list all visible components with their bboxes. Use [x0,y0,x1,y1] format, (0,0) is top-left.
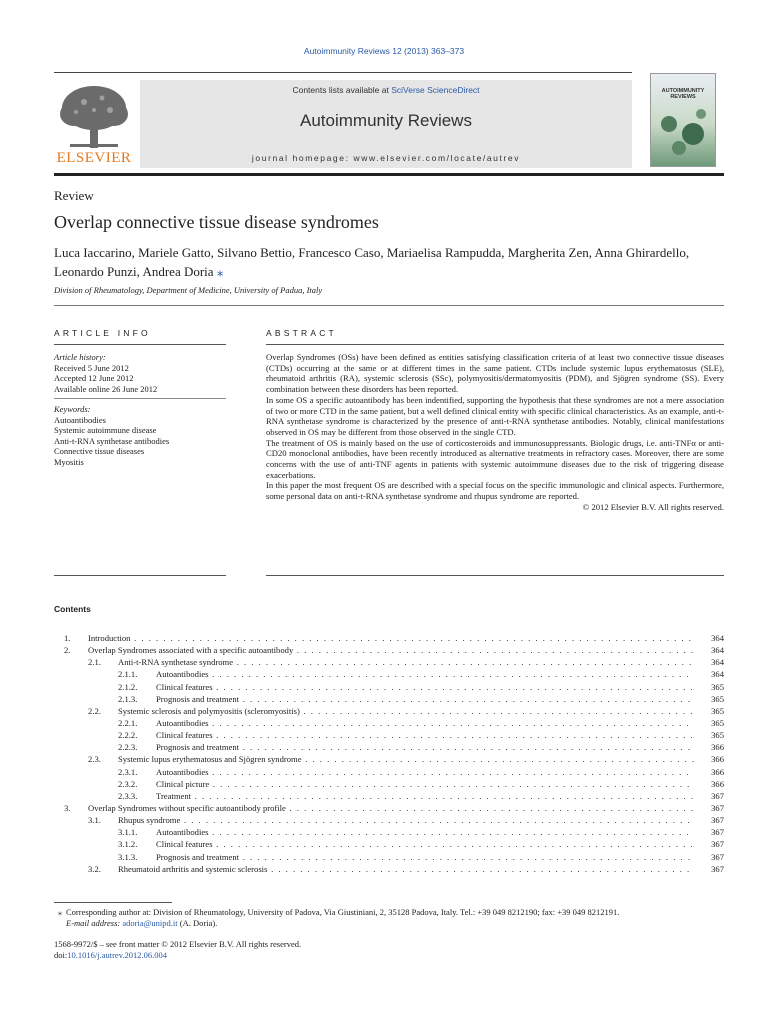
toc-entry[interactable] [54,644,724,656]
journal-masthead [140,80,632,168]
header-top-rule [54,72,632,73]
toc-title: Autoantibodies . . . [156,717,694,729]
abstract-paragraph: In some OS a specific autoantibody has been indentified, supporting the hypothesis that these syndromes are not a mere association of two or more CTD in the same patient, but a well defined clinical entity with specific clinical characteristics. As an example, anti-t-RNA synthetase syndrome is characterized by the presence of anti-t-RNA synthetase antibodies. Notably, clinical manifestations observed in OS may be different from those observed in the single CTD. [266,394,724,437]
toc-page: 365 [711,681,724,692]
toc-entry[interactable] [54,681,724,693]
corresponding-author-mark[interactable]: ⁎ [216,264,224,279]
toc-title: Rhupus syndrome . . . [118,814,694,826]
toc-num: 2.1.2. [118,681,138,692]
cover-artwork [651,74,715,166]
toc-page: 364 [711,645,724,656]
toc-entry[interactable] [54,766,724,778]
toc-title: Prognosis and treatment . . . [156,851,694,863]
toc-page: 367 [711,863,724,874]
toc-page: 365 [711,717,724,728]
toc-title: Autoantibodies . . . [156,826,694,838]
toc-page: 367 [711,851,724,862]
toc-title: Systemic sclerosis and polymyositis (scleromyositis) . . . [118,705,694,717]
toc-num: 2.3. [88,754,101,765]
toc-entry[interactable] [54,802,724,814]
toc-page: 366 [711,778,724,789]
journal-cover-thumbnail [650,73,716,167]
toc-entry[interactable] [54,778,724,790]
toc-num: 2.3.3. [118,790,138,801]
toc-entry[interactable] [54,632,724,644]
abstract-paragraph: Overlap Syndromes (OSs) have been defined as entities satisfying classification criteria of at least two connective tissue diseases (CTDs) occurring at the same or at different times in the same patient. CTDs include systemic lupus erythematosus (SLE), rheumatoid arthritis (RA), systemic sclerosis (SSc), polymyositis/dermatomyositis (PDM), and Sjögren syndrome (SS). Every combination between these disorders has been reported. [266,352,724,395]
title-block-rule [54,305,724,306]
author-list: Luca Iaccarino, Mariele Gatto, Silvano Bettio, Francesco Caso, Mariaelisa Rampudda, Margherita Zen, Anna Ghirardello, Leonardo Punzi, Andrea Doria ⁎ [54,245,690,279]
toc-entry[interactable] [54,838,724,850]
contents-heading: Contents [54,604,91,614]
toc-entry[interactable] [54,729,724,741]
toc-page: 364 [711,657,724,668]
keyword: Systemic autoimmune disease [54,425,157,435]
toc-title: Overlap Syndromes without specific autoantibody profile . . . [88,802,694,814]
cover-title: AUTOIMMUNITY REVIEWS [661,88,705,100]
abstract-rule [266,344,724,345]
toc-title: Overlap Syndromes associated with a specific autoantibody . . . [88,644,694,656]
footnote-rule [54,902,172,903]
doi-prefix: doi: [54,950,68,960]
footnote-text: Corresponding author at: Division of Rheumatology, University of Padova, Via Giustiniani, 2, 35128 Padova, Italy. Tel.: +39 049 8212190; fax: +39 049 8212191. [66,907,620,917]
toc-title: Autoantibodies . . . [156,766,694,778]
toc-page: 367 [711,815,724,826]
doi-link[interactable]: 10.1016/j.autrev.2012.06.004 [67,950,168,960]
toc-entry[interactable] [54,656,724,668]
toc-title: Rheumatoid arthritis and systemic sclerosis . . . [118,863,694,875]
keyword: Anti-t-RNA synthetase antibodies [54,435,170,446]
toc-entry[interactable] [54,863,724,875]
toc-title: Anti-t-RNA synthetase syndrome . . . [118,656,694,668]
toc-page: 364 [711,633,724,643]
toc-page: 365 [711,730,724,741]
toc-num: 3.1.1. [118,827,138,838]
issn-line: 1568-9972/$ – see front matter © 2012 Elsevier B.V. All rights reserved. [54,939,302,949]
toc-num: 2.1.1. [118,669,138,680]
toc-page: 366 [711,742,724,753]
toc-num: 1. [64,633,71,643]
toc-page: 365 [711,705,724,716]
abstract-copyright: © 2012 Elsevier B.V. All rights reserved. [582,501,724,512]
received-date: Received 5 June 2012 [54,362,129,373]
toc-num: 3.2. [88,863,101,874]
toc-page: 366 [711,754,724,765]
toc-page: 367 [711,827,724,838]
footnote-mark: ⁎ [57,907,63,917]
toc-entry[interactable] [54,826,724,838]
email-link[interactable]: adoria@unipd.it [122,918,178,928]
toc-num: 2.1.3. [118,693,138,704]
toc-num: 2.2.1. [118,717,138,728]
journal-title: Autoimmunity Reviews [300,111,472,130]
toc-entry[interactable] [54,668,724,680]
corresponding-author-footnote [54,907,724,929]
keyword: Autoantibodies [54,414,106,425]
toc-num: 2.3.1. [118,766,138,777]
toc-title: Clinical features . . . [156,681,694,693]
toc-entry[interactable] [54,741,724,753]
toc-num: 2.1. [88,657,101,668]
contents-availability: Contents lists available at SciVerse ScienceDirect [292,85,480,95]
email-suffix: (A. Doria). [177,918,218,928]
article-title: Overlap connective tissue disease syndromes [54,212,379,232]
toc-title: Prognosis and treatment . . . [156,741,694,753]
toc-page: 367 [711,790,724,801]
toc-entry[interactable] [54,717,724,729]
toc-title: Clinical features . . . [156,729,694,741]
toc-entry[interactable] [54,705,724,717]
toc-num: 2. [64,645,71,656]
abstract-paragraph: The treatment of OS is mainly based on the use of corticosteroids and immunosuppressants. Biologic drugs, i.e. anti-TNFα or anti-CD20 monoclonal antibodies, have been recently introduced as alternative treatments in refractory cases. Moreover, there are some concerns with the use of anti-TNF agents in patients with systemic autoimmune diseases due to the risk of triggering disease exacerbations. [266,437,724,480]
accepted-date: Accepted 12 June 2012 [54,373,134,383]
history-label: Article history: [54,352,106,362]
sciencedirect-link[interactable]: SciVerse ScienceDirect [391,85,480,95]
abstract-heading: ABSTRACT [266,328,337,338]
article-type: Review [54,188,94,203]
toc-num: 3. [64,802,71,813]
journal-homepage: journal homepage: www.elsevier.com/locate/autrev [251,153,521,163]
table-of-contents [54,632,724,875]
toc-page: 365 [711,693,724,704]
author-affiliation: Division of Rheumatology, Department of Medicine, University of Padua, Italy [54,285,323,295]
toc-num: 3.1.2. [118,839,138,850]
toc-num: 2.2. [88,705,101,716]
toc-num: 2.3.2. [118,778,138,789]
toc-page: 367 [711,839,724,850]
article-info-block [54,352,226,467]
elsevier-wordmark: ELSEVIER [56,150,132,166]
homepage-url[interactable]: www.elsevier.com/locate/autrev [353,153,521,163]
toc-num: 3.1. [88,815,101,826]
toc-title: Introduction . . . [88,632,694,644]
toc-title: Clinical features . . . [156,838,694,850]
keyword: Myositis [54,456,84,467]
toc-title: Clinical picture . . . [156,778,694,790]
toc-title: Prognosis and treatment . . . [156,693,694,705]
toc-title: Autoantibodies . . . [156,668,694,680]
article-info-heading: ARTICLE INFO [54,328,151,338]
toc-entry[interactable] [54,693,724,705]
toc-num: 3.1.3. [118,851,138,862]
toc-page: 367 [711,802,724,813]
header-thick-rule [54,173,724,176]
abstract-paragraph: In this paper the most frequent OS are described with a special focus on the specific immunologic and clinical aspects. Furthermore, some personal data on anti-t-RNA synthetase syndrome and rhupus syndrome are reported. [266,480,724,502]
email-label: E-mail address: [66,918,121,928]
abstract-bottom-rule [266,575,724,576]
toc-page: 366 [711,766,724,777]
keyword: Connective tissue diseases [54,446,145,456]
toc-title: Systemic lupus erythematosus and Sjögren syndrome . . . [118,753,694,765]
toc-num: 2.2.2. [118,730,138,741]
keywords-label: Keywords: [54,404,91,414]
online-date: Available online 26 June 2012 [54,383,158,394]
article-info-bottom-rule [54,575,226,576]
toc-num: 2.2.3. [118,742,138,753]
toc-entry[interactable] [54,814,724,826]
front-matter [54,939,301,961]
info-divider [54,398,226,399]
journal-reference[interactable]: Autoimmunity Reviews 12 (2013) 363–373 [303,46,465,56]
toc-entry[interactable] [54,851,724,863]
abstract-text [266,352,724,513]
toc-entry[interactable] [54,790,724,802]
toc-entry[interactable] [54,753,724,765]
article-info-rule [54,344,226,345]
toc-page: 364 [711,669,724,680]
toc-title: Treatment . . . [156,790,694,802]
